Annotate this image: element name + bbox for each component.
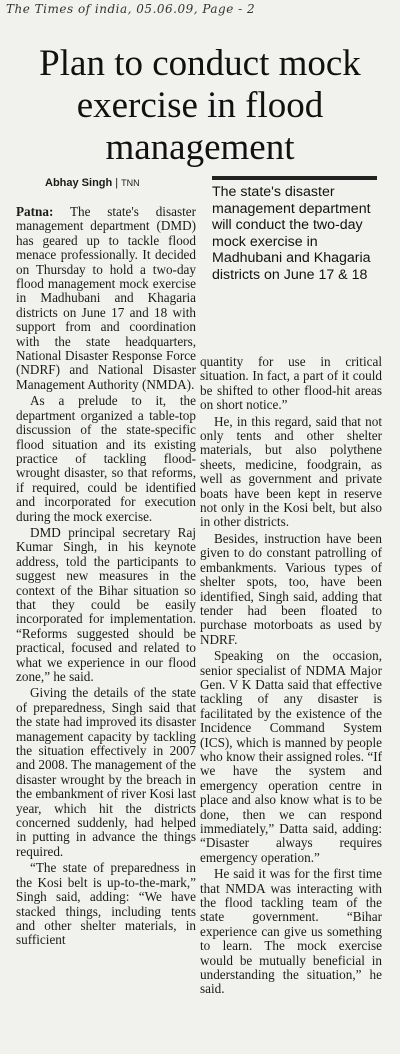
- article-paragraph: quantity for use in critical situation. In fact, a part of it could be shifted to other flood-hit areas on short notice.”: [200, 355, 382, 413]
- article-column-1: [16, 205, 196, 1050]
- article-paragraph: As a prelude to it, the department organized a table-top discussion of the state-specific flood situation and its existing practice of tackling flood-wrought disaster, so that reforms, if required, could be identified and incorporated for execution during the mock exercise.: [16, 393, 196, 524]
- byline-agency: TNN: [121, 178, 140, 188]
- headline: Plan to conduct mock exercise in flood management: [39, 42, 361, 168]
- article-paragraph-text: The state's disaster management department (DMD) has geared up to tackle flood menace professionally. It decided on Thursday to hold a two-day flood management mock exercise in Madhubani and Khagaria districts on June 17 and 18 with support from and coordination with the state headquarters, National Disaster Response Force (NDRF) and National Disaster Management Authority (NMDA).: [16, 205, 196, 392]
- article-paragraph: [16, 205, 196, 392]
- byline: [45, 177, 140, 189]
- article-paragraph: Speaking on the occasion, senior specialist of NDMA Major Gen. V K Datta said that effective tackling of any disaster is facilitated by the existence of the Incidence Command System (ICS), which is manned by people who know their assigned roles. “If we have the system and emergency operation centre in place and also know what is to be done, then we can respond immediately,” Datta said, adding: “Disaster always requires emergency operation.”: [200, 648, 382, 865]
- byline-separator: |: [115, 177, 119, 189]
- article-column-2: [200, 355, 382, 1050]
- article-paragraph: DMD principal secretary Raj Kumar Singh, in his keynote address, told the participants to suggest new measures in the context of the Bihar situation so that they could be easily incorporated for implementation. “Reforms suggested should be practical, focused and related to what we experience in our flood zone,” he said.: [16, 524, 196, 684]
- byline-author: Abhay Singh: [45, 177, 113, 189]
- pull-quote: The state's disaster management department will conduct the two-day mock exercise in Madhubani and Khagaria districts on June 17 & 18: [212, 176, 377, 284]
- dateline: Patna:: [16, 205, 54, 219]
- article-paragraph: He said it was for the first time that NMDA was interacting with the flood tackling team of the state government. “Bihar experience can give us something to learn. The mock exercise would be mutually beneficial in understanding the situation,” he said.: [200, 866, 382, 997]
- article-paragraph: Giving the details of the state of preparedness, Singh said that the state had improved its disaster management capacity by tackling the situation effectively in 2007 and 2008. The management of the disaster wrought by the breach in the embankment of river Kosi last year, which hit the districts concerned suddenly, had helped in putting in advance the things required.: [16, 685, 196, 859]
- clipping-note: The Times of india, 05.06.09, Page - 2: [6, 2, 256, 16]
- article-paragraph: Besides, instruction have been given to do constant patrolling of embankments. Various types of shelter spots, too, have been identified, Singh said, adding that tender had been floated to purchase motorboats as used by NDRF.: [200, 530, 382, 647]
- article-paragraph: “The state of preparedness in the Kosi belt is up-to-the-mark,” Singh said, adding: “We have stacked things, including tents and other shelter materials, in sufficient: [16, 860, 196, 948]
- article-paragraph: He, in this regard, said that not only tents and other shelter materials, but also polythene sheets, medicine, foodgrain, as well as government and private boats have been kept in reserve not only in the Kosi belt, but also in other districts.: [200, 413, 382, 530]
